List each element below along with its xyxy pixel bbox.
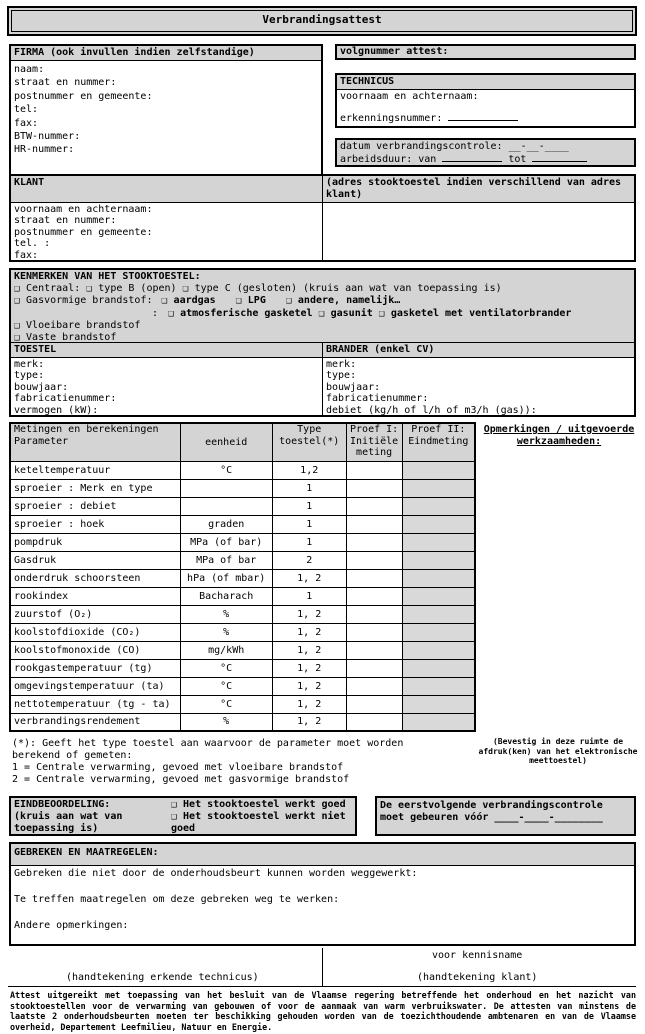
volgende-box	[375, 796, 636, 836]
proef2-cell[interactable]	[402, 569, 475, 587]
header-parameter-line2: Parameter	[14, 435, 69, 447]
opmerkingen-note: (Bevestig in deze ruimte de afdruk(ken) van het elektronische meettoestel)	[478, 737, 638, 765]
type-cell: 1	[272, 497, 346, 515]
kenmerken-section	[11, 270, 634, 343]
toestel-field[interactable]: vermogen (kW):	[14, 404, 99, 416]
param-cell: sproeier : hoek	[10, 515, 180, 533]
proef2-cell[interactable]	[402, 551, 475, 569]
gebreken-body	[11, 866, 634, 933]
proef1-cell[interactable]	[346, 479, 402, 497]
param-cell: pompdruk	[10, 533, 180, 551]
gas-types-options[interactable]: ❑ atmosferische gasketel ❑ gasunit ❑ gasketel met ventilatorbrander	[168, 307, 572, 319]
opmerkingen-title: Opmerkingen / uitgevoerde werkzaamheden:	[483, 424, 635, 447]
header-proef1-line3: meting	[356, 447, 393, 458]
table-row	[10, 479, 475, 497]
eindbeoordeling-options	[171, 799, 356, 835]
metingen-header-row	[10, 423, 475, 461]
proef1-cell[interactable]	[346, 641, 402, 659]
type-cell: 1	[272, 479, 346, 497]
header-proef2	[402, 423, 475, 461]
proef2-cell[interactable]	[402, 677, 475, 695]
eenheid-cell: %	[180, 605, 272, 623]
klant-field[interactable]: voornaam en achternaam:	[14, 204, 153, 215]
technicus-header: TECHNICUS	[337, 75, 634, 90]
footnote-line: 1 = Centrale verwarming, gevoed met vloeibare brandstof	[12, 762, 344, 773]
table-row	[10, 569, 475, 587]
signature-technicus[interactable]: (handtekening erkende technicus)	[66, 972, 259, 983]
datum-row[interactable]	[340, 141, 631, 153]
param-cell: koolstofmonoxide (CO)	[10, 641, 180, 659]
klant-header-row	[11, 176, 634, 203]
klant-field[interactable]: tel. :	[14, 238, 51, 250]
firma-field[interactable]: fax:	[14, 117, 39, 129]
datum-mask: __-__-____	[508, 141, 569, 152]
type-cell: 1	[272, 533, 346, 551]
volgende-line2: moet gebeuren vóór	[380, 812, 489, 823]
param-cell: sproeier : Merk en type	[10, 479, 180, 497]
eenheid-cell: Bacharach	[180, 587, 272, 605]
type-cell: 1, 2	[272, 623, 346, 641]
eenheid-cell: °C	[180, 461, 272, 479]
volgende-row[interactable]	[380, 812, 631, 824]
firma-fields	[11, 61, 321, 158]
param-cell: zuurstof (O₂)	[10, 605, 180, 623]
header-proef1-line2: Initiële	[350, 435, 399, 447]
type-cell: 1, 2	[272, 713, 346, 731]
technicus-erkenning-label: erkenningsnummer:	[340, 113, 443, 125]
toestel-fields	[11, 358, 322, 417]
header-eenheid	[180, 423, 272, 461]
kenmerken-vast[interactable]: ❑ Vaste brandstof	[14, 332, 117, 344]
eindbeoordeling-opt-niet-goed[interactable]: ❑ Het stooktoestel werkt niet goed	[171, 811, 346, 834]
proef1-cell[interactable]	[346, 515, 402, 533]
toestel-header: TOESTEL	[11, 343, 322, 358]
proef1-cell[interactable]	[346, 677, 402, 695]
volgende-mask: ____-____-________	[494, 812, 603, 823]
header-proef1-line1: Proef I:	[350, 424, 399, 435]
header-parameter-line1: Metingen en berekeningen	[14, 424, 159, 435]
erkenning-underline	[448, 112, 518, 121]
signature-klant[interactable]: (handtekening klant)	[417, 972, 538, 983]
eindbeoordeling-label-block	[14, 799, 164, 835]
header-eenheid-label: eenheid	[205, 436, 248, 448]
type-cell: 2	[272, 551, 346, 569]
table-row	[10, 641, 475, 659]
title-inner	[11, 10, 633, 32]
proef2-cell[interactable]	[402, 461, 475, 479]
technicus-erkenning-row[interactable]	[340, 112, 631, 125]
eenheid-cell: MPa (of bar)	[180, 533, 272, 551]
toestel-field[interactable]: fabricatienummer:	[14, 393, 117, 405]
kennisname-label: voor kennisname	[432, 950, 523, 961]
eenheid-cell: mg/kWh	[180, 641, 272, 659]
header-type	[272, 423, 346, 461]
table-row	[10, 677, 475, 695]
page-title: Verbrandingsattest	[262, 13, 382, 26]
param-cell: rookindex	[10, 587, 180, 605]
proef2-cell[interactable]	[402, 605, 475, 623]
gas-option-aardgas[interactable]: ❑ aardgas	[161, 295, 216, 307]
eindbeoordeling-label: EINDBEOORDELING:	[14, 799, 111, 810]
technicus-name-field[interactable]: voornaam en achternaam:	[340, 91, 479, 102]
proef2-cell[interactable]	[402, 587, 475, 605]
controle-box	[335, 138, 636, 167]
brander-field[interactable]: merk:	[326, 359, 357, 370]
proef1-cell[interactable]	[346, 713, 402, 731]
adres-header: (adres stooktoestel indien verschillend van adres klant)	[326, 177, 622, 200]
metingen-body	[10, 461, 475, 731]
param-cell: koolstofdioxide (CO₂)	[10, 623, 180, 641]
proef2-cell[interactable]	[402, 659, 475, 677]
proef1-cell[interactable]	[346, 533, 402, 551]
type-cell: 1, 2	[272, 695, 346, 713]
eindbeoordeling-opt-goed[interactable]: ❑ Het stooktoestel werkt goed	[171, 799, 346, 810]
arbeidsduur-tot-label: tot	[508, 153, 527, 165]
proef2-cell[interactable]	[402, 623, 475, 641]
footnote-line: 2 = Centrale verwarming, gevoed met gasvormige brandstof	[12, 774, 350, 785]
gebreken-box	[9, 842, 636, 946]
proef1-cell[interactable]	[346, 659, 402, 677]
brander-field[interactable]: fabricatienummer:	[326, 393, 429, 405]
arbeidsduur-van-line	[442, 153, 502, 162]
proef2-cell[interactable]	[402, 533, 475, 551]
type-cell: 1	[272, 515, 346, 533]
klant-fields	[11, 203, 323, 260]
gas-option-lpg[interactable]: ❑ LPG	[235, 295, 266, 307]
eindbeoordeling-sub: (kruis aan wat van toepassing is)	[14, 811, 123, 834]
toestel-field[interactable]: type:	[14, 370, 45, 382]
toestel-field[interactable]: bouwjaar:	[14, 381, 69, 393]
firma-field[interactable]: BTW-nummer:	[14, 131, 81, 143]
eenheid-cell: hPa (of mbar)	[180, 569, 272, 587]
adres-field[interactable]	[323, 203, 634, 260]
proef1-cell[interactable]	[346, 623, 402, 641]
proef2-cell[interactable]	[402, 479, 475, 497]
proef2-cell[interactable]	[402, 515, 475, 533]
volgende-line1: De eerstvolgende verbrandingscontrole	[380, 800, 603, 811]
footnote	[12, 738, 403, 786]
type-cell: 1, 2	[272, 677, 346, 695]
klant-body	[11, 203, 634, 260]
proef1-cell[interactable]	[346, 569, 402, 587]
kenmerken-gas-row	[14, 295, 631, 307]
gas-types-prefix: :	[152, 307, 159, 319]
footnote-line: (*): Geeft het type toestel aan waarvoor de parameter moet worden	[12, 738, 404, 749]
param-cell: nettotemperatuur (tg - ta)	[10, 695, 180, 713]
header-proef1	[346, 423, 402, 461]
klant-field[interactable]: straat en nummer:	[14, 215, 117, 227]
brander-header: BRANDER (enkel CV)	[323, 343, 634, 358]
metingen-table	[9, 422, 476, 732]
header-type-line1: Type	[297, 424, 322, 435]
proef1-cell[interactable]	[346, 461, 402, 479]
gebreken-header: GEBREKEN EN MAATREGELEN:	[11, 844, 634, 866]
gas-prefix: ❑ Gasvormige brandstof:	[14, 295, 153, 307]
eenheid-cell: MPa of bar	[180, 551, 272, 569]
eenheid-cell: °C	[180, 695, 272, 713]
type-cell: 1, 2	[272, 659, 346, 677]
proef1-cell[interactable]	[346, 551, 402, 569]
gas-option-andere[interactable]: ❑ andere, namelijk…	[285, 295, 401, 307]
technicus-fields	[337, 90, 634, 127]
controle-lines	[337, 140, 634, 166]
technicus-box	[335, 73, 636, 128]
firma-field[interactable]: straat en nummer:	[14, 77, 117, 89]
eenheid-cell: °C	[180, 659, 272, 677]
header-proef2-line1: Proef II:	[411, 424, 466, 435]
proef1-cell[interactable]	[346, 605, 402, 623]
proef2-cell[interactable]	[402, 695, 475, 713]
arbeidsduur-tot-line	[532, 153, 587, 162]
firma-field[interactable]: tel:	[14, 104, 39, 116]
volgnummer-label: volgnummer attest:	[340, 46, 449, 57]
table-row	[10, 587, 475, 605]
eenheid-cell: %	[180, 623, 272, 641]
table-row	[10, 659, 475, 677]
table-row	[10, 515, 475, 533]
table-row	[10, 695, 475, 713]
arbeidsduur-row[interactable]	[340, 153, 631, 166]
eenheid-cell: graden	[180, 515, 272, 533]
brander-field[interactable]: bouwjaar:	[326, 381, 381, 393]
firma-field[interactable]: HR-nummer:	[14, 144, 75, 156]
klant-box	[9, 174, 636, 262]
eenheid-cell: °C	[180, 677, 272, 695]
arbeidsduur-label: arbeidsduur: van	[340, 153, 437, 165]
volgnummer-box[interactable]	[335, 44, 636, 60]
kenmerken-header: KENMERKEN VAN HET STOOKTOESTEL:	[14, 271, 201, 282]
table-row	[10, 551, 475, 569]
table-row	[10, 623, 475, 641]
andere-opmerkingen-field[interactable]: Andere opmerkingen:	[14, 920, 129, 931]
eenheid-cell	[180, 479, 272, 497]
table-row	[10, 713, 475, 731]
proef1-cell[interactable]	[346, 497, 402, 515]
type-cell: 1	[272, 587, 346, 605]
volgende-lines	[377, 798, 634, 825]
gebreken-field[interactable]: Gebreken die niet door de onderhoudsbeurt kunnen worden weggewerkt:	[14, 868, 418, 879]
legal-text: Attest uitgereikt met toepassing van het besluit van de Vlaamse regering betreffende het onderhoud en het nazicht van stooktoestellen voor de verwarming van gebouwen of voor de aanmaak van warm verbruikswater. De attesten van minstens de laatste 2 onderhoudsbeurten moeten ter beschikking gehouden worden van de toezichthoudende ambtenaren en van de Vlaamse overheid, Departement Leefmilieu, Natuur en Energie.	[10, 990, 636, 1032]
proef2-cell[interactable]	[402, 497, 475, 515]
table-row	[10, 533, 475, 551]
proef2-cell[interactable]	[402, 641, 475, 659]
brander-section	[323, 343, 634, 415]
proef2-cell[interactable]	[402, 713, 475, 731]
param-cell: Gasdruk	[10, 551, 180, 569]
param-cell: rookgastemperatuur (tg)	[10, 659, 180, 677]
firma-field[interactable]: postnummer en gemeente:	[14, 90, 153, 102]
param-cell: keteltemperatuur	[10, 461, 180, 479]
header-parameter	[10, 423, 180, 461]
eenheid-cell	[180, 497, 272, 515]
kenmerken-gas-types-row	[14, 308, 631, 320]
table-row	[10, 605, 475, 623]
toestel-field[interactable]: merk:	[14, 359, 45, 370]
type-cell: 1,2	[272, 461, 346, 479]
firma-header: FIRMA (ook invullen indien zelfstandige)	[11, 46, 321, 61]
header-type-line2: toestel(*)	[279, 435, 340, 447]
toestel-brander-row	[11, 343, 634, 415]
type-cell: 1, 2	[272, 569, 346, 587]
signature-divider	[322, 948, 323, 986]
type-cell: 1, 2	[272, 605, 346, 623]
brander-field[interactable]: debiet (kg/h of l/h of m3/h (gas)):	[326, 404, 537, 416]
table-row	[10, 497, 475, 515]
brander-field[interactable]: type:	[326, 370, 357, 382]
param-cell: verbrandingsrendement	[10, 713, 180, 731]
klant-field[interactable]: postnummer en gemeente:	[14, 226, 153, 238]
param-cell: sproeier : debiet	[10, 497, 180, 515]
datum-label: datum verbrandingscontrole:	[340, 141, 503, 152]
title-bar	[7, 6, 637, 36]
brander-fields	[323, 358, 634, 417]
toestel-section	[11, 343, 323, 415]
kenmerken-centraal[interactable]: ❑ Centraal: ❑ type B (open) ❑ type C (gesloten) (kruis aan wat van toepassing is)	[14, 283, 502, 295]
kenmerken-box	[9, 268, 636, 417]
param-cell: omgevingstemperatuur (ta)	[10, 677, 180, 695]
klant-field[interactable]: fax:	[14, 249, 39, 261]
footnote-line: berekend of gemeten:	[12, 750, 133, 761]
table-row	[10, 461, 475, 479]
type-cell: 1, 2	[272, 641, 346, 659]
kenmerken-vloeibaar[interactable]: ❑ Vloeibare brandstof	[14, 319, 141, 331]
legal-top-rule	[8, 986, 636, 987]
header-proef2-line2: Eindmeting	[408, 435, 469, 447]
firma-field[interactable]: naam:	[14, 64, 45, 75]
param-cell: onderdruk schoorsteen	[10, 569, 180, 587]
eindbeoordeling-box	[9, 796, 357, 836]
klant-header: KLANT	[11, 176, 323, 202]
proef1-cell[interactable]	[346, 587, 402, 605]
proef1-cell[interactable]	[346, 695, 402, 713]
maatregelen-field[interactable]: Te treffen maatregelen om deze gebreken weg te werken:	[14, 894, 340, 905]
eenheid-cell: %	[180, 713, 272, 731]
